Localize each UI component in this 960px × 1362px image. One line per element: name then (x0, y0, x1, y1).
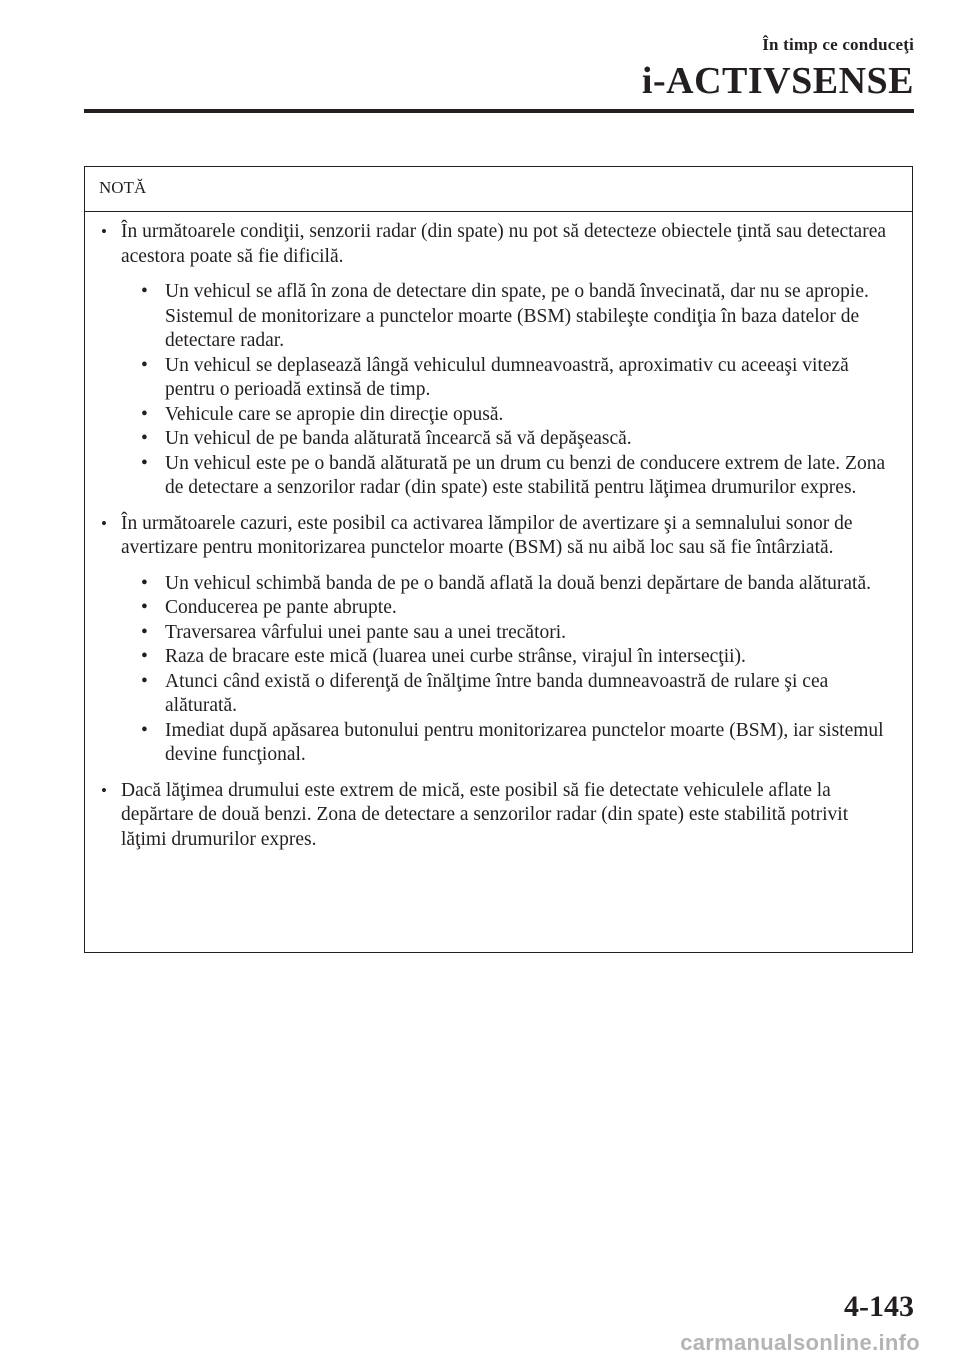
bullet-mark: • (101, 513, 107, 533)
note-bullet (99, 512, 898, 768)
sub-bullet-mark: • (141, 597, 148, 618)
watermark: carmanualsonline.info (680, 1330, 920, 1355)
sub-item-text: Atunci când există o diferenţă de înălţime între banda dumneavoastră de rulare şi cea alăturată. (165, 670, 829, 716)
sub-item-text: Traversarea vârfului unei pante sau a unei trecători. (165, 621, 567, 643)
sub-item-text: Un vehicul de pe banda alăturată încearcă să vă depăşească. (165, 428, 632, 449)
sub-bullet-mark: • (141, 646, 148, 667)
bullet-text: Dacă lăţimea drumului este extrem de mică, este posibil să fie detectate vehiculele aflate la depărtare de două benzi. Zona de detectare a senzorilor radar (din spate) este stabilită potrivit lăţimi drumurilor expres. (121, 779, 849, 850)
sub-item-text: Un vehicul este pe o bandă alăturată pe un drum cu benzi de conducere extrem de late. Zona de detectare a senzorilor radar (din spate) este stabilită pentru lăţimea drumurilor expres. (165, 452, 886, 498)
note-title: NOTĂ (85, 167, 912, 212)
sub-item-text: Un vehicul se deplasează lângă vehiculul dumneavoastră, aproximativ cu aceeaşi viteză pentru o perioadă extinsă de timp. (165, 354, 849, 400)
sub-bullet-mark: • (141, 670, 148, 692)
sub-list-item (121, 403, 898, 428)
header-rule (84, 109, 914, 113)
sub-list-item (121, 280, 898, 354)
sub-list (121, 280, 898, 501)
sub-bullet-mark: • (141, 281, 148, 302)
sub-bullet-mark: • (141, 572, 148, 594)
sub-bullet-mark: • (141, 719, 148, 741)
sub-bullet-mark: • (141, 452, 148, 474)
bullet-mark: • (101, 222, 107, 241)
note-bullet (99, 220, 898, 501)
sub-list-item (121, 596, 898, 621)
section-header-title: i-ACTIVSENSE (641, 60, 914, 102)
sub-list-item (121, 621, 898, 646)
sub-list-item (121, 427, 898, 452)
sub-list (121, 572, 898, 768)
sub-list-item (121, 452, 898, 501)
section-header-subtitle: În timp ce conduceţi (762, 35, 914, 54)
sub-item-text: Imediat după apăsarea butonului pentru monitorizarea punctelor moarte (BSM), iar sistemul devine funcţional. (165, 719, 884, 765)
sub-list-item (121, 645, 898, 670)
sub-list-item (121, 719, 898, 768)
sub-list-item (121, 670, 898, 719)
note-box (84, 166, 913, 953)
sub-bullet-mark: • (141, 403, 148, 425)
bullet-text: În următoarele cazuri, este posibil ca activarea lămpilor de avertizare şi a semnalului sonor de avertizare pentru monitorizarea punctelor moarte (BSM) să nu aibă loc sau să fie întârziată. (121, 512, 853, 558)
sub-list-item (121, 572, 898, 597)
note-body (85, 212, 912, 852)
bullet-mark: • (101, 780, 107, 800)
sub-item-text: Vehicule care se apropie din direcţie opusă. (165, 403, 504, 425)
sub-bullet-mark: • (141, 354, 148, 376)
sub-item-text: Un vehicul se află în zona de detectare din spate, pe o bandă învecinată, dar nu se apropie. Sistemul de monitorizare a punctelor moarte (BSM) stabileşte condiţia în baza datelor de detectare radar. (165, 281, 869, 351)
sub-list-item (121, 354, 898, 403)
sub-bullet-mark: • (141, 428, 148, 449)
bullet-text: În următoarele condiţii, senzorii radar (din spate) nu pot să detecteze obiectele ţintă sau detectarea acestora poate să fie dificilă. (121, 221, 887, 267)
sub-item-text: Raza de bracare este mică (luarea unei curbe strânse, virajul în intersecţii). (165, 646, 746, 667)
note-bullet (99, 779, 898, 853)
sub-bullet-mark: • (141, 621, 148, 643)
sub-item-text: Un vehicul schimbă banda de pe o bandă aflată la două benzi depărtare de banda alăturată. (165, 572, 871, 594)
sub-item-text: Conducerea pe pante abrupte. (165, 597, 397, 618)
page-number: 4-143 (844, 1290, 914, 1323)
